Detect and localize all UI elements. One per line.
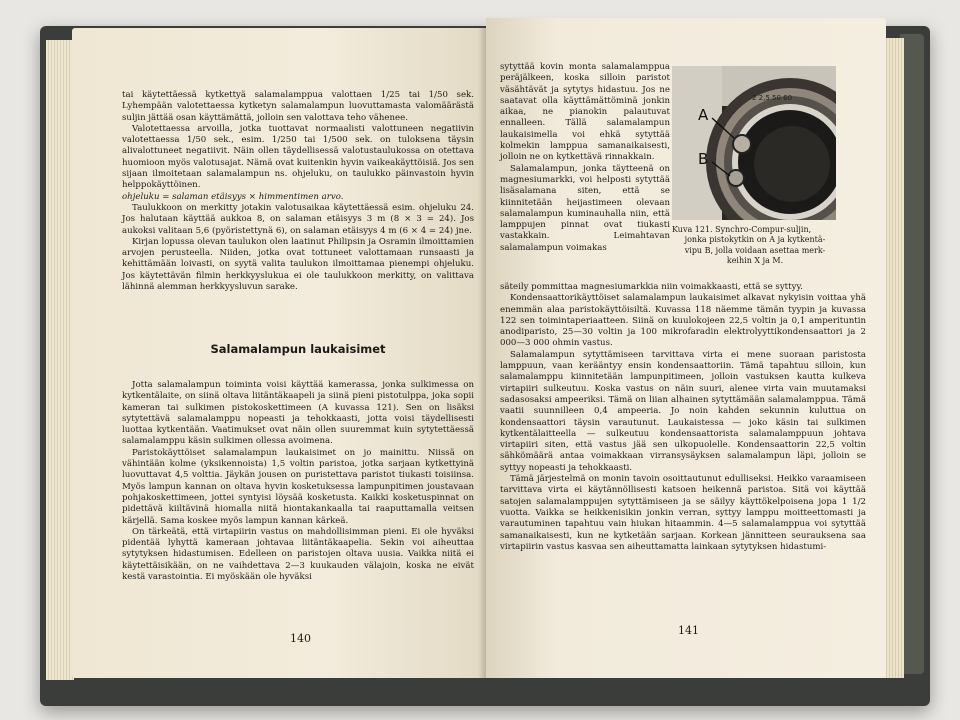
formula-text: ohjeluku = salaman etäisyys × himmentimen arvo. <box>122 191 344 202</box>
paragraph: Jotta salamalampun toiminta voisi käyttää kamerassa, jonka sulkimessa on kytkentälaite, on siinä oltava liitäntäkaapeli ja siinä pieni pistotulppa, joka sopii kameran tai sulkimen pistokoskettimeen (A kuvassa 121). Sen on lisäksi sytytettävä salamalamppu nopeasti ja tehokkaasti, jotta voisi täydellisesti luottaa kytkentään. Vaatimukset ovat näin ollen suuremmat kuin sytytettäessä salamalamppu käsin sulkimen ollessa avoimena. <box>122 380 474 447</box>
paragraph: Paristokäyttöiset salamalampun laukaisimet on jo mainittu. Niissä on vähintään kolme (yksikennoista) 1,5 voltin paristoa, jotka sarjaan kytkettyinä luovuttavat 4,5 volttia. Jäykän jousen on puristettava paristot tiukasti toisiinsa. Myös lampun kannan on oltava hyvin kosketuksessa lampunpitimen joustavaan pohjakoskettimeen, jottei syntyisi löysää kosketusta. Kaikki kosketuspinnat on pidettävä kiiltävinä hiomalla niitä hiontakankaalla tai raaputtamalla veitsen kärjellä. Sama koskee myös lampun kannan kärkeä. <box>122 447 474 526</box>
right-page <box>486 18 886 678</box>
paragraph: sytyttää kovin monta salamalamppua peräjälkeen, koska silloin paristot väsähtävät ja sytytys hidastuu. Jos ne saatavat olla käyttämättöminä jonkin aikaa, ne pianokin palautuvat ennalleen. Tällä salamalampun laukaisimella voi ehkä sytyttää kolmekin lamppua samanaikaisesti, jolloin ne on kytkettävä rinnakkain. <box>500 62 670 163</box>
paragraph: Kondensaattorikäyttöiset salamalampun laukaisimet alkavat nykyisin voittaa yhä enemmän alaa paristokäyttöisiltä. Kuvassa 118 näemme tämän tyypin ja kuvassa 122 sen toimintaperiaatteen. Siinä on kuulokojeen 22,5 voltin ja 0,1 amperituntin anodiparisto, 25—30 voltin ja 100 mikrofaradin elektrolyyttikondensaattori ja 2 000—3 000 ohmin vastus. <box>500 293 866 349</box>
right-page-column-text <box>500 62 670 254</box>
formula <box>122 192 474 203</box>
shutter-illustration <box>672 66 836 220</box>
caption-line: jonka pistokytkin on A ja kytkentä- <box>684 235 826 245</box>
paragraph: Kirjan lopussa olevan taulukon olen laatinut Philipsin ja Osramin ilmoittamien arvojen perusteella. Niiden, jotka ovat tottuneet valottamaan runsaasti ja kehittämään loivasti, on syytä valita taulukon ilmoittamaa pienempi ohjeluku. Jos käytettävän filmin herkkyyslukua ei ole taulukkoon merkitty, on valittava lähinnä alemman herkkyysluvun sarake. <box>122 236 474 293</box>
figure-caption <box>672 225 838 267</box>
figure-label-a: A <box>698 106 709 124</box>
paragraph: Tämä järjestelmä on monin tavoin osoittautunut edulliseksi. Heikko varaamiseen tarvittava virta ei käytännöllisesti katsoen heikennä paristoa. Sitä voi käyttää satojen salamalamppujen sytyttämiseen ja se säilyy käyttökelpoisena jopa 1 1/2 vuotta. Vaikka se heikkenisikin jonkin verran, syttyy lamppu moitteettomasti ja varautuminen tapahtuu vain hiukan hitaammin. 4—5 salamalamppua voi sytyttää samanaikaisesti, kun ne kytketään sarjaan. Korkean jännitteen seurauksena saa virtapiirin vastus kasvaa sen aiheuttamatta lainkaan sytytyksen hidastumi- <box>500 474 866 552</box>
page-number-left: 140 <box>290 632 311 645</box>
paragraph: Salamalampun, jonka täytteenä on magnesiumarkki, voi helposti sytyttää lisäsalamana siten, että se kiinnitetään heijastimeen olevaan salamalampun kuminauhalla niin, että lamppujen pinnat ovat tiukasti vastakkain. Leimahtavan salamalampun voimakas <box>500 163 670 253</box>
left-page-text-bottom <box>122 380 474 583</box>
left-page-text-top <box>122 90 474 293</box>
paragraph: säteily pommittaa magnesiumarkkia niin voimakkaasti, että se syttyy. <box>500 282 803 292</box>
caption-line: vipu B, jolla voidaan asettaa merk- <box>684 245 826 255</box>
section-heading: Salamalampun laukaisimet <box>210 342 386 356</box>
left-page <box>72 28 492 678</box>
caption-line: keihin X ja M. <box>726 256 784 266</box>
caption-line: Kuva 121. Synchro-Compur-suljin, <box>672 225 812 234</box>
page-stack-left <box>46 40 74 680</box>
dial-scale: 2 2,5 50 60 <box>752 94 793 102</box>
figure-label-b: B <box>698 150 709 168</box>
paragraph: tai käytettäessä kytkettyä salamalamppua valottaen 1/25 tai 1/50 sek. Lyhempään valotettaessa kytketyn salamalampun luovuttamasta valomäärästä suljin jättää osan käyttämättä, jolloin sen valottava teho vähenee. <box>122 90 474 123</box>
shutter-photo <box>672 66 836 220</box>
paragraph: Valotettaessa arvoilla, jotka tuottavat normaalisti valottuneen negatiivin valotettaessa 1/50 sek., esim. 1/250 tai 1/500 sek. on tuloksena täysin alivalottuneet negatiivit. Näin ollen täydellisessä valotustaulukossa on otettava huomioon myös valotusajat. Nämä ovat kuitenkin hyvin vaikeakäyttöisiä. Jos sen sijaan ilmoitetaan salamalampun ns. ohjeluku, on taulukko päinvastoin hyvin helppokäyttöinen. <box>122 123 474 191</box>
page-number-right: 141 <box>678 624 699 637</box>
paragraph: Taulukkoon on merkitty jotakin valotusaikaa käytettäessä esim. ohjeluku 24. Jos halutaan käyttää aukkoa 8, on salaman etäisyys 3 m (8 × 3 = 24). Jos aukoksi valitaan 5,6 (pyöristettynä 6), on salaman etäisyys 4 m (6 × 4 = 24) jne. <box>122 202 474 236</box>
paragraph: Salamalampun sytyttämiseen tarvittava virta ei mene suoraan paristosta lamppuun, vaan kerääntyy ensin kondensaattoriin. Tämä tapahtuu silloin, kun salamalamppu kiinnitetään lampunpitimeen, jolloin vastuksen kautta kulkeva virtapiiri sulkeutuu. Koska vastus on näin suuri, alenee virta vain muutamaksi sadasosaksi ampeeriksi. Tämä on liian alhainen sytyttämään salamalamppua. Tämä vaatii suunnilleen 0,4 ampeeria. Jo noin kahden sekunnin kuluttua on kondensaattori täysin varautunut. Laukaistessa — joko käsin tai sulkimen kytkentälaitteella — sulkeutuu kondensaattorista salamalamppuun johtava virtapiiri siten, että vastus jää sen ulkopuolelle. Kondensaattorin 22,5 voltin sähkömäärä antaa voimakkaan virransysäyksen salamalampun läpi, jolloin se syttyy nopeasti ja tehokkaasti. <box>500 349 866 473</box>
right-page-text <box>500 282 866 553</box>
paragraph: On tärkeätä, että virtapiirin vastus on mahdollisimman pieni. Ei ole hyväksi pidentää lyhyttä kameraan johtavaa liitäntäkaapelia. Sekin voi aiheuttaa sytytyksen hidastumisen. Edelleen on paristojen oltava uusia. Vaikka niitä ei käytettäisikään, on ne vaihdettava 2—3 kuukauden välajoin, koska ne eivät kestä varastointia. Ei myöskään ole hyväksi <box>122 526 474 583</box>
